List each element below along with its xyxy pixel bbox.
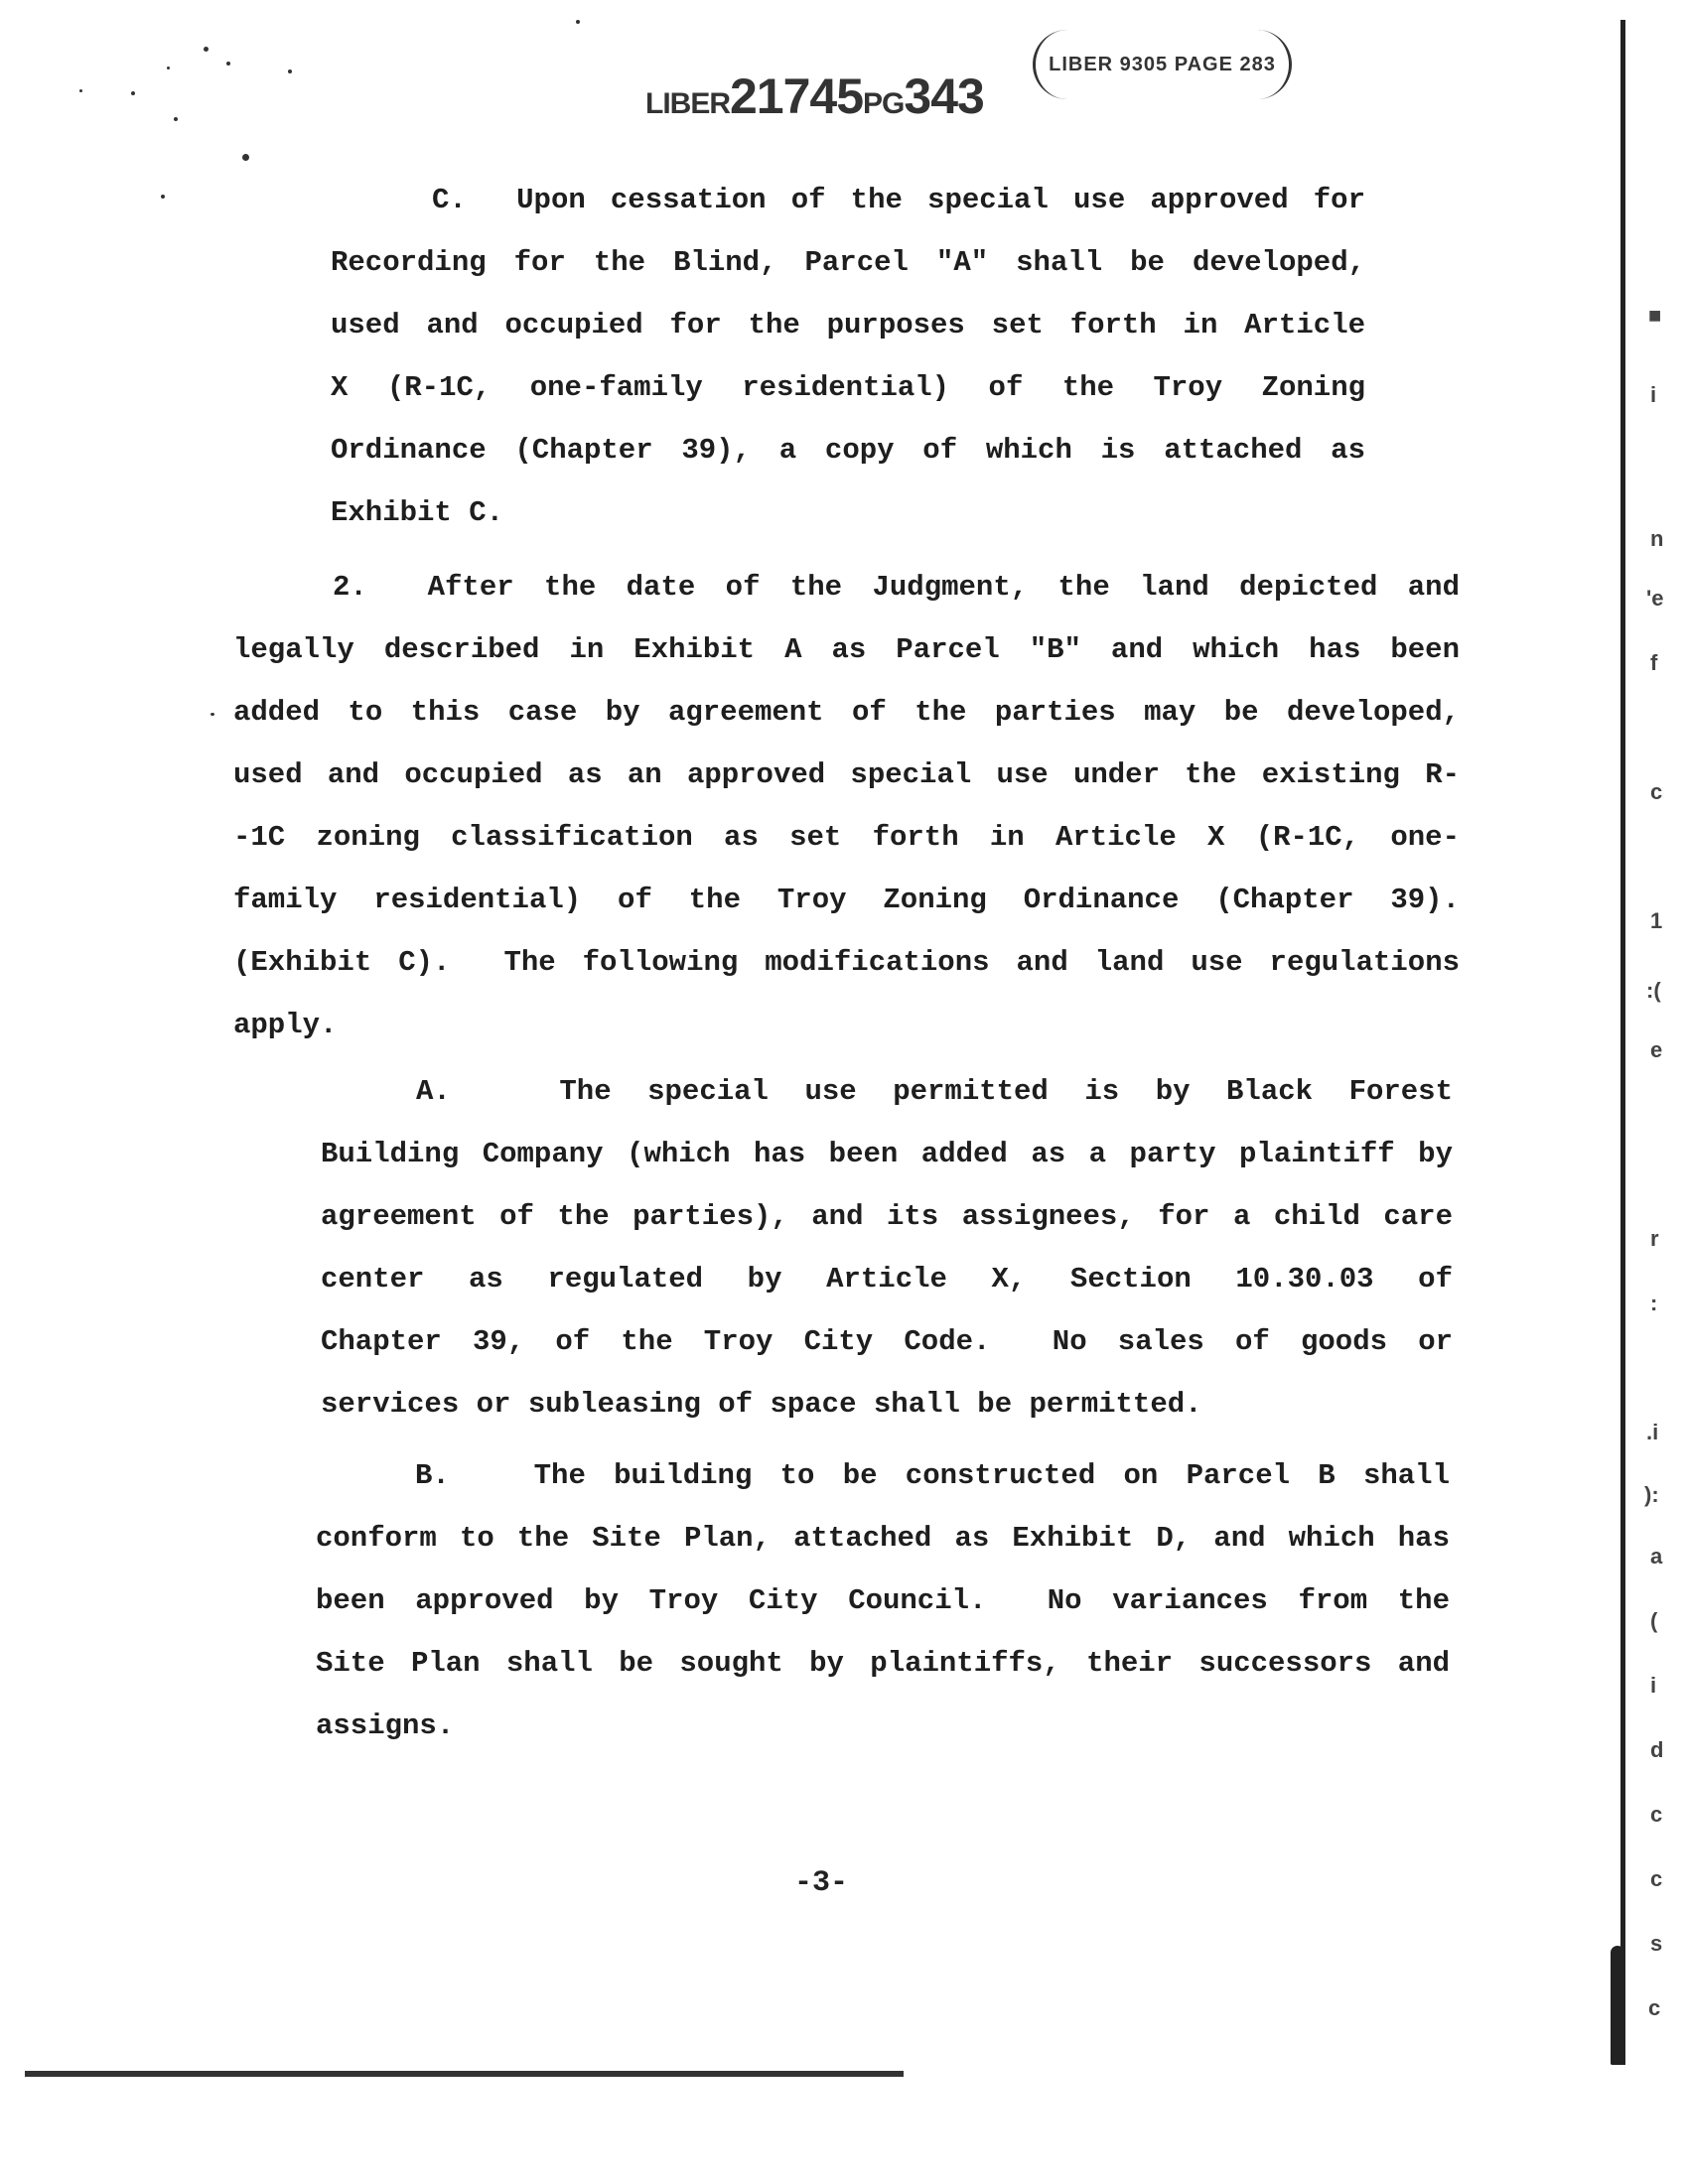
text-line: Site Plan shall be sought by plaintiffs, their successors and (316, 1647, 1450, 1680)
edge-mark: f (1650, 650, 1658, 675)
paragraph-c (331, 169, 1365, 544)
liber-box-stamp: LIBER 9305 PAGE 283 (1033, 30, 1292, 99)
scan-speck (242, 154, 249, 161)
text-line: apply. (233, 1009, 338, 1041)
edge-mark: s (1650, 1931, 1663, 1956)
text-line: services or subleasing of space shall be permitted. (321, 1388, 1202, 1421)
text-line: (Exhibit C). The following modifications and land use regulations (233, 946, 1460, 979)
liber-stamp-prefix: LIBER (645, 87, 730, 120)
scan-speck (174, 117, 178, 121)
edge-mark: c (1648, 1995, 1661, 2020)
scan-speck (226, 62, 230, 66)
paragraph-b (316, 1444, 1450, 1757)
edge-mark: d (1650, 1737, 1664, 1762)
liber-stamp-page: 343 (904, 68, 984, 124)
scan-speck (79, 89, 82, 92)
scan-bottom-edge-line (25, 2071, 904, 2077)
text-line: -1C zoning classification as set forth in Article X (R-1C, one- (233, 821, 1460, 854)
text-line: assigns. (316, 1709, 455, 1742)
text-line: conform to the Site Plan, attached as Exhibit D, and which has (316, 1522, 1450, 1555)
liber-stamp-number: 21745 (730, 68, 864, 124)
edge-mark: :( (1646, 978, 1661, 1003)
liber-stamp-pg: PG (863, 87, 905, 120)
edge-mark: c (1650, 1866, 1663, 1891)
text-line: Recording for the Blind, Parcel "A" shall be developed, (331, 246, 1365, 279)
text-line: X (R-1C, one-family residential) of the Troy Zoning (331, 371, 1365, 404)
text-line: agreement of the parties), and its assignees, for a child care (321, 1200, 1453, 1233)
text-line: family residential) of the Troy Zoning Ordinance (Chapter 39). (233, 884, 1460, 916)
text-line: used and occupied for the purposes set forth in Article (331, 309, 1365, 341)
text-line: Ordinance (Chapter 39), a copy of which is attached as (331, 434, 1365, 467)
scan-speck (576, 20, 580, 24)
edge-mark: : (1650, 1291, 1658, 1315)
edge-mark: ( (1650, 1608, 1658, 1633)
text-line: 2. After the date of the Judgment, the land depicted and (333, 571, 1460, 604)
text-line: A. The special use permitted is by Black Forest (416, 1075, 1453, 1108)
text-line: center as regulated by Article X, Section 10.30.03 of (321, 1263, 1453, 1296)
scan-speck (211, 713, 214, 716)
text-line: added to this case by agreement of the parties may be developed, (233, 696, 1460, 729)
edge-mark: c (1650, 779, 1663, 804)
scan-speck (288, 69, 292, 73)
scan-right-edge-shadow (1620, 20, 1625, 2065)
edge-mark: 'e (1646, 586, 1664, 611)
paragraph-2 (233, 556, 1460, 1056)
text-line: Chapter 39, of the Troy City Code. No sales of goods or (321, 1325, 1453, 1358)
edge-mark: e (1650, 1037, 1663, 1062)
edge-mark: a (1650, 1544, 1663, 1569)
text-line: been approved by Troy City Council. No variances from the (316, 1584, 1450, 1617)
text-line: used and occupied as an approved special use under the existing R- (233, 758, 1460, 791)
scan-speck (204, 47, 209, 52)
text-line: legally described in Exhibit A as Parcel "B" and which has been (233, 633, 1460, 666)
scan-speck (161, 195, 165, 199)
edge-mark: r (1650, 1226, 1659, 1251)
scan-speck (167, 67, 170, 69)
liber-page-stamp (645, 68, 984, 125)
edge-mark: 1 (1650, 908, 1663, 933)
text-line: Exhibit C. (331, 496, 504, 529)
edge-mark: .i (1646, 1420, 1659, 1444)
text-line: B. The building to be constructed on Parcel B shall (415, 1459, 1450, 1492)
text-line: C. Upon cessation of the special use approved for (432, 184, 1365, 216)
edge-mark: i (1650, 1673, 1657, 1698)
edge-mark: ): (1644, 1482, 1659, 1507)
edge-mark: c (1650, 1802, 1663, 1827)
edge-mark: ■ (1648, 303, 1662, 328)
page-number: -3- (794, 1866, 849, 1900)
scan-right-edge-blob (1611, 1946, 1624, 2065)
text-line: Building Company (which has been added as a party plaintiff by (321, 1138, 1453, 1170)
edge-mark: i (1650, 382, 1657, 407)
paragraph-a (321, 1060, 1453, 1435)
edge-mark: n (1650, 526, 1664, 551)
scan-speck (131, 91, 135, 95)
